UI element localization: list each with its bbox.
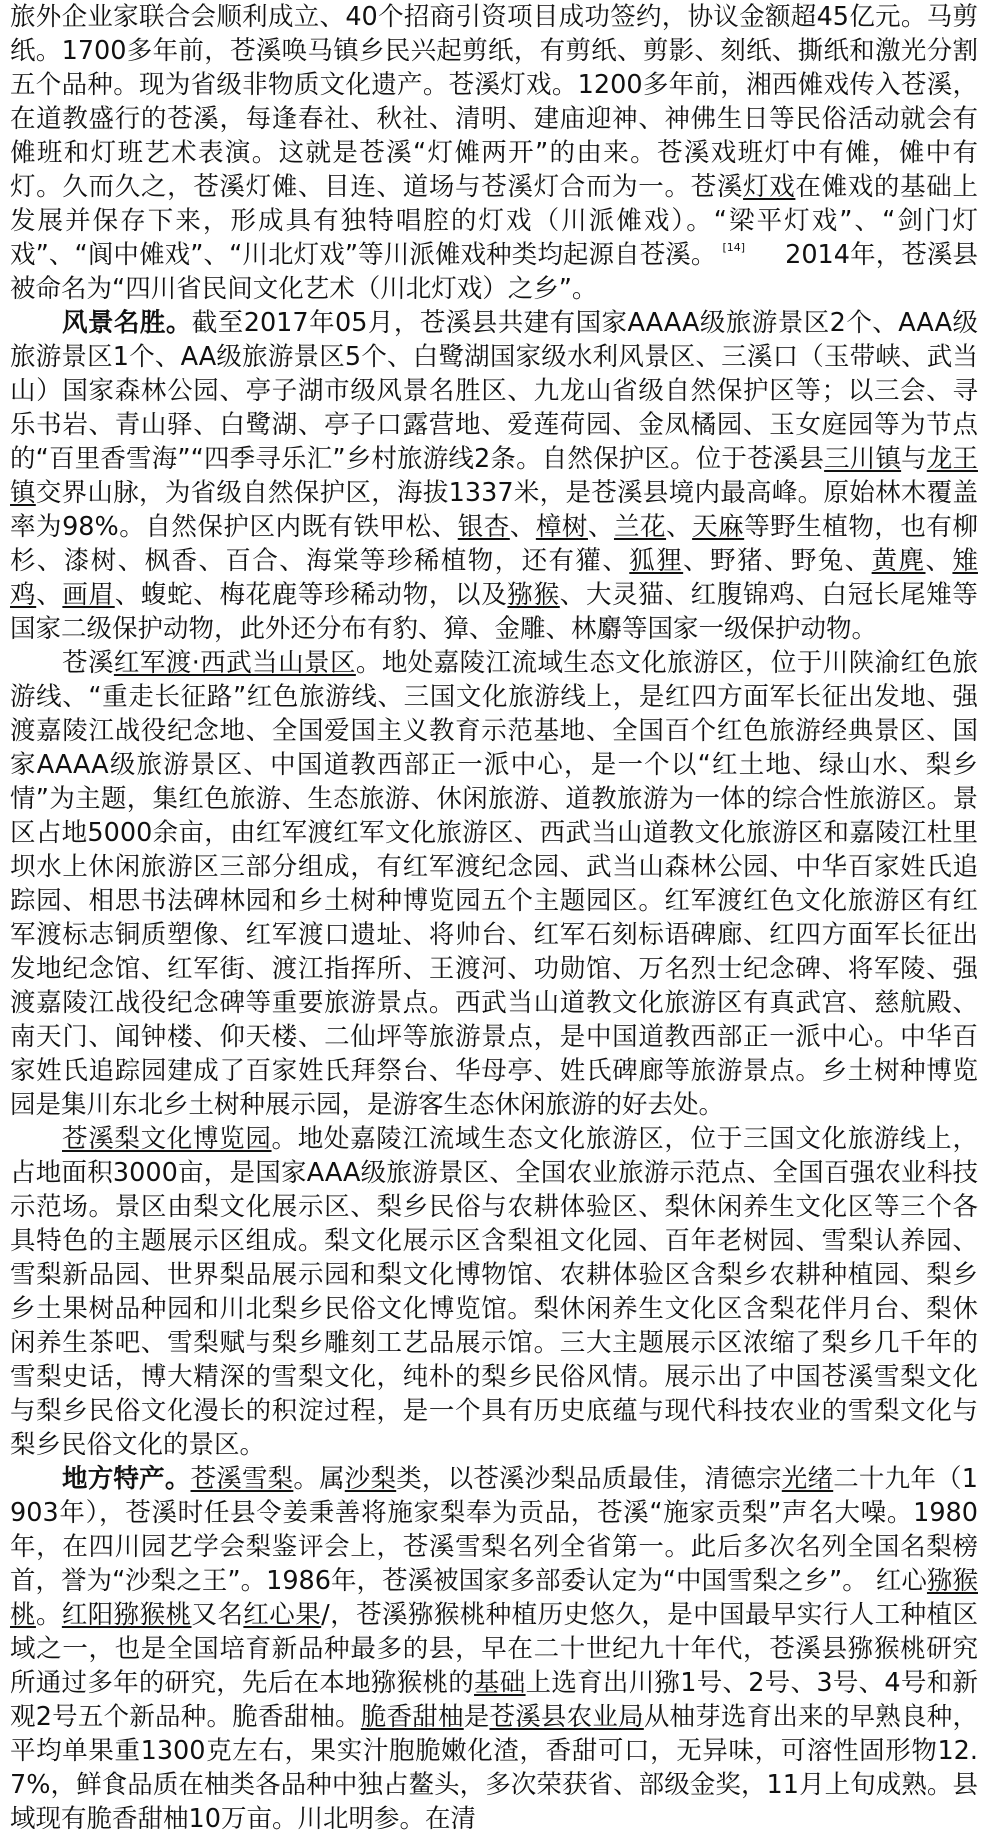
- text-run: 、蝮蛇、梅花鹿等珍稀动物，以及: [114, 580, 508, 610]
- text-run: 、: [509, 512, 536, 542]
- text-run: 2014年，苍溪县被命名为“四川省民间文化艺术（川北灯戏）之乡”。: [10, 240, 978, 304]
- link-hongjundu-scenic[interactable]: 红军渡·西武当山景区: [113, 648, 356, 678]
- text-run: 、: [666, 512, 693, 542]
- paragraph-hongjundu: [10, 646, 978, 1122]
- text-run: 与: [901, 444, 927, 474]
- link-orchid[interactable]: 兰花: [613, 512, 667, 542]
- text-run: 交界山脉，为省级自然保护区，海拔1337米，是苍溪县境内最高峰。原始林木覆盖率为98%。自然保护区内既有铁甲松、: [10, 478, 978, 542]
- link-sand-pear[interactable]: 沙梨: [344, 1464, 397, 1494]
- link-lantern-opera[interactable]: 灯戏: [743, 172, 796, 202]
- paragraph-scenic-spots: [10, 306, 978, 646]
- text-run: 等野生植物，也有柳杉、漆树、枫香、百合、海棠等珍稀植物，还有獾、: [10, 512, 978, 576]
- citation-ref[interactable]: [14]: [722, 241, 746, 254]
- link-fox[interactable]: 狐狸: [629, 546, 684, 576]
- text-run: 二十九年（1903年），苍溪时任县令姜秉善将施家梨奉为贡品，苍溪“施家贡梨”声名大噪。1980年，在四川园艺学会梨鉴评会上，苍溪雪梨名列全省第一。此后多次名列全国名梨榜首，誉为“沙梨之王”。1986年，苍溪被国家多部委认定为“中国雪梨之乡”。 红心: [10, 1464, 978, 1596]
- link-agriculture-bureau[interactable]: 苍溪县农业局: [489, 1702, 644, 1732]
- link-cangxi-pear[interactable]: 苍溪雪梨: [190, 1464, 294, 1494]
- link-camphor[interactable]: 樟树: [535, 512, 588, 542]
- section-heading-products: 地方特产。: [62, 1464, 191, 1494]
- text-run: 、野猪、野兔、: [683, 546, 872, 576]
- text-run: 苍溪: [62, 648, 114, 678]
- link-sanchuan-town[interactable]: 三川镇: [824, 444, 902, 474]
- text-run: 。属: [293, 1464, 345, 1494]
- link-basis[interactable]: 基础: [474, 1668, 526, 1698]
- link-pear-culture-park[interactable]: 苍溪梨文化博览园: [62, 1124, 272, 1154]
- text-run: /，苍溪猕猴桃种植历史悠久，是中国最早实行人工种植区域之一，也是全国培育新品种最多的县，早在二十世纪九十年代，苍溪县猕猴桃研究所通过多年的研究，先后在本地猕猴桃的: [10, 1600, 978, 1698]
- text-run: 又名: [191, 1600, 244, 1630]
- text-run: 、: [587, 512, 614, 542]
- text-run: 旅外企业家联合会顺利成立、40个招商引资项目成功签约，协议金额超45亿元。马剪纸。1700多年前，苍溪唤马镇乡民兴起剪纸，有剪纸、剪影、刻纸、撕纸和激光分割五个品种。现为省级非物质文化遗产。苍溪灯戏。1200多年前，湘西傩戏传入苍溪，在道教盛行的苍溪，每逢春社、秋社、清明、建庙迎神、神佛生日等民俗活动就会有傩班和灯班艺术表演。这就是苍溪“灯傩两开”的由来。苍溪戏班灯中有傩，傩中有灯。久而久之，苍溪灯傩、目连、道场与苍溪灯合而为一。苍溪: [10, 2, 978, 202]
- text-run: 从柚芽选育出来的早熟良种，平均单果重1300克左右，果实汁胞脆嫩化渣，香甜可口，无异味，可溶性固形物12.7%，鲜食品质在柚类各品种中独占鳌头，多次荣获省、部级金奖，11月上旬成熟。县域现有脆香甜柚10万亩。川北明参。在清: [10, 1702, 978, 1834]
- link-red-heart-fruit[interactable]: 红心果: [243, 1600, 322, 1630]
- paragraph-pear-park: [10, 1122, 978, 1462]
- link-guangxu[interactable]: 光绪: [781, 1464, 834, 1494]
- text-run: 在傩戏的基础上发展并保存下来，形成具有独特唱腔的灯戏（川派傩戏）。“梁平灯戏”、“剑门灯戏”、“阆中傩戏”、“川北灯戏”等川派傩戏种类均起源自苍溪。: [10, 172, 978, 270]
- section-heading-scenic: 风景名胜。: [62, 308, 192, 338]
- text-run: 是: [463, 1702, 490, 1732]
- paragraph-folk-culture: [10, 0, 978, 306]
- link-hongyang-kiwi[interactable]: 红阳猕猴桃: [61, 1600, 192, 1630]
- link-muntjac[interactable]: 黄麂: [871, 546, 926, 576]
- text-run: 、大灵猫、红腹锦鸡、白冠长尾雉等国家二级保护动物，此外还分布有豹、獐、金雕、林麝等国家一级保护动物。: [10, 580, 978, 644]
- link-ginkgo[interactable]: 银杏: [457, 512, 510, 542]
- text-run: 、: [925, 546, 953, 576]
- link-crisp-pomelo[interactable]: 脆香甜柚: [360, 1702, 464, 1732]
- link-kiwifruit[interactable]: 猕猴桃: [10, 1566, 978, 1630]
- text-run: 、: [36, 580, 63, 610]
- paragraph-local-products: [10, 1462, 978, 1836]
- link-macaque[interactable]: 猕猴: [507, 580, 560, 610]
- text-run: 类，以苍溪沙梨品质最佳，清德宗: [396, 1464, 782, 1494]
- link-longwang-town[interactable]: 龙王镇: [10, 444, 978, 508]
- link-pheasant[interactable]: 雉鸡: [10, 546, 978, 610]
- text-run: 。地处嘉陵江流域生态文化旅游区，位于三国文化旅游线上，占地面积3000亩，是国家AAA级旅游景区、全国农业旅游示范点、全国百强农业科技示范场。景区由梨文化展示区、梨乡民俗与农耕体验区、梨休闲养生文化区等三个各具特色的主题展示区组成。梨文化展示区含梨祖文化园、百年老树园、雪梨认养园、雪梨新品园、世界梨品展示园和梨文化博物馆、农耕体验区含梨乡农耕种植园、梨乡乡土果树品种园和川北梨乡民俗文化博览馆。梨休闲养生文化区含梨花伴月台、梨休闲养生茶吧、雪梨赋与梨乡雕刻工艺品展示馆。三大主题展示区浓缩了梨乡几千年的雪梨史话，博大精深的雪梨文化，纯朴的梨乡民俗风情。展示出了中国苍溪雪梨文化与梨乡民俗文化漫长的积淀过程，是一个具有历史底蕴与现代科技农业的雪梨文化与梨乡民俗文化的景区。: [10, 1124, 978, 1460]
- link-hwamei[interactable]: 画眉: [62, 580, 115, 610]
- link-gastrodia[interactable]: 天麻: [692, 512, 745, 542]
- text-run: 上选育出川猕1号、2号、3号、4号和新观2号五个新品种。脆香甜柚。: [10, 1668, 978, 1732]
- text-run: 截至2017年05月，苍溪县共建有国家AAAA级旅游景区2个、AAA级旅游景区1个、AA级旅游景区5个、白鹭湖国家级水利风景区、三溪口（玉带峡、武当山）国家森林公园、亭子湖市级风景名胜区、九龙山省级自然保护区等；以三会、寻乐书岩、青山驿、白鹭湖、亭子口露营地、爱莲荷园、金凤橘园、玉女庭园等为节点的“百里香雪海”“四季寻乐汇”乡村旅游线2条。自然保护区。位于苍溪县: [10, 308, 978, 474]
- text-run: 。: [35, 1600, 62, 1630]
- text-run: 。地处嘉陵江流域生态文化旅游区，位于川陕渝红色旅游线、“重走长征路”红色旅游线、三国文化旅游线上，是红四方面军长征出发地、强渡嘉陵江战役纪念地、全国爱国主义教育示范基地、全国百个红色旅游经典景区、国家AAAA级旅游景区、中国道教西部正一派中心，是一个以“红土地、绿山水、梨乡情”为主题，集红色旅游、生态旅游、休闲旅游、道教旅游为一体的综合性旅游区。景区占地5000余亩，由红军渡红军文化旅游区、西武当山道教文化旅游区和嘉陵江杜里坝水上休闲旅游区三部分组成，有红军渡纪念园、武当山森林公园、中华百家姓氏追踪园、相思书法碑林园和乡土树种博览园五个主题园区。红军渡红色文化旅游区有红军渡标志铜质塑像、红军渡口遗址、将帅台、红军石刻标语碑廊、红四方面军长征出发地纪念馆、红军街、渡江指挥所、王渡河、功勋馆、万名烈士纪念碑、将军陵、强渡嘉陵江战役纪念碑等重要旅游景点。西武当山道教文化旅游区有真武宫、慈航殿、南天门、闻钟楼、仰天楼、二仙坪等旅游景点，是中国道教西部正一派中心。中华百家姓氏追踪园建成了百家姓氏拜祭台、华母亭、姓氏碑廊等旅游景点。乡土树种博览园是集川东北乡土树种展示园，是游客生态休闲旅游的好去处。: [10, 648, 978, 1120]
